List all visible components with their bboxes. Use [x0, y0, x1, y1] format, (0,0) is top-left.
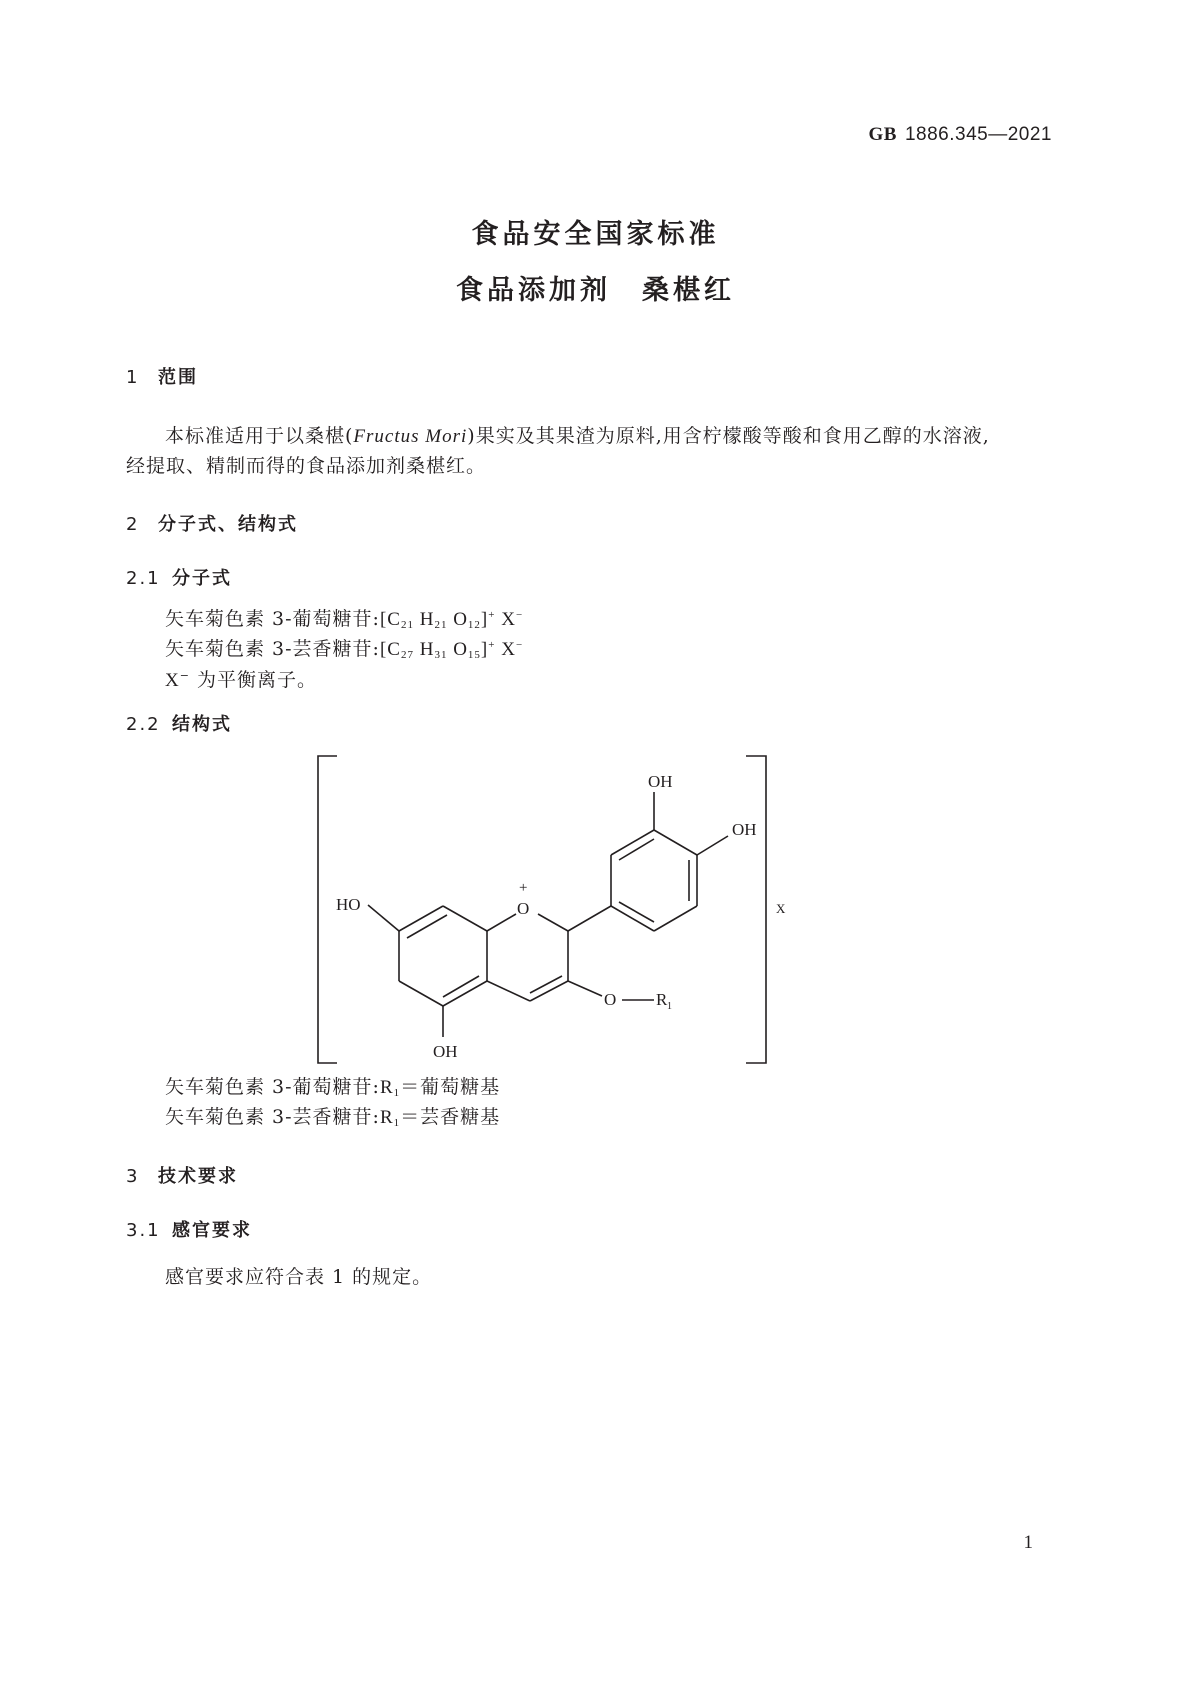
page-number: 1 [1023, 1532, 1033, 1553]
section-heading-3 [126, 1162, 238, 1188]
section-title: 分子式 [172, 568, 232, 589]
section-number: 1 [126, 367, 140, 388]
sensory-requirement-text: 感官要求应符合表 1 的规定。 [165, 1266, 433, 1288]
label-ho-left: HO [336, 895, 361, 914]
label-oh-bottom: OH [433, 1042, 458, 1061]
section-number: 2 [126, 514, 140, 535]
structure-note-1: 矢车菊色素 3-葡萄糖苷$:R_1=$葡萄糖基 [165, 1076, 501, 1099]
section-number: 2.1 [126, 568, 161, 589]
section-title: 感官要求 [172, 1220, 252, 1241]
latin-name: Fructus Mori [353, 426, 468, 447]
right-bracket [746, 756, 766, 1063]
standard-prefix: GB [868, 124, 897, 145]
counter-ion-note: X− 为平衡离子。 [165, 669, 318, 691]
section-title: 分子式、结构式 [158, 514, 298, 535]
scope-paragraph-line-2: 经提取、精制而得的食品添加剂桑椹红。 [126, 455, 487, 477]
label-ether-o: O [604, 990, 617, 1009]
document-title: 食品安全国家标准 [471, 219, 720, 250]
structure-note-2: 矢车菊色素 3-芸香糖苷$:R_1=$芸香糖基 [165, 1106, 501, 1129]
scope-paragraph-line-1: 本标准适用于以桑椹(Fructus Mori)果实及其果渣为原料,用含柠檬酸等酸和食用乙醇的水溶液, [165, 425, 990, 447]
document-subtitle: 食品添加剂 桑椹红 [456, 275, 735, 306]
label-oxonium-o: O [517, 899, 530, 918]
section-number: 2.2 [126, 714, 161, 735]
formula-line-1: 矢车菊色素 3-葡萄糖苷$:[C_{21}$ $H_{21}$ $O_{12}]^+$ X− [165, 608, 524, 631]
label-oh-right: OH [732, 820, 757, 839]
section-title: 结构式 [172, 714, 232, 735]
section-number: 3.1 [126, 1220, 161, 1241]
section-title: 范围 [158, 367, 198, 388]
section-title: 技术要求 [158, 1166, 238, 1187]
left-bracket [318, 756, 337, 1063]
label-positive-charge: + [519, 880, 528, 896]
label-counter-ion-x: X [776, 901, 786, 916]
section-number: 3 [126, 1166, 140, 1187]
section-heading-3-1 [126, 1216, 252, 1242]
label-oh-top: OH [648, 772, 673, 791]
label-r: R [656, 990, 668, 1009]
standard-number: 1886.345—2021 [904, 124, 1052, 145]
label-r-sub: 1 [667, 1001, 672, 1012]
structure-bonds [318, 756, 766, 1063]
formula-line-2: 矢车菊色素 3-芸香糖苷$:[C_{27}$ $H_{31}$ $O_{15}]^+$ X− [165, 638, 524, 661]
